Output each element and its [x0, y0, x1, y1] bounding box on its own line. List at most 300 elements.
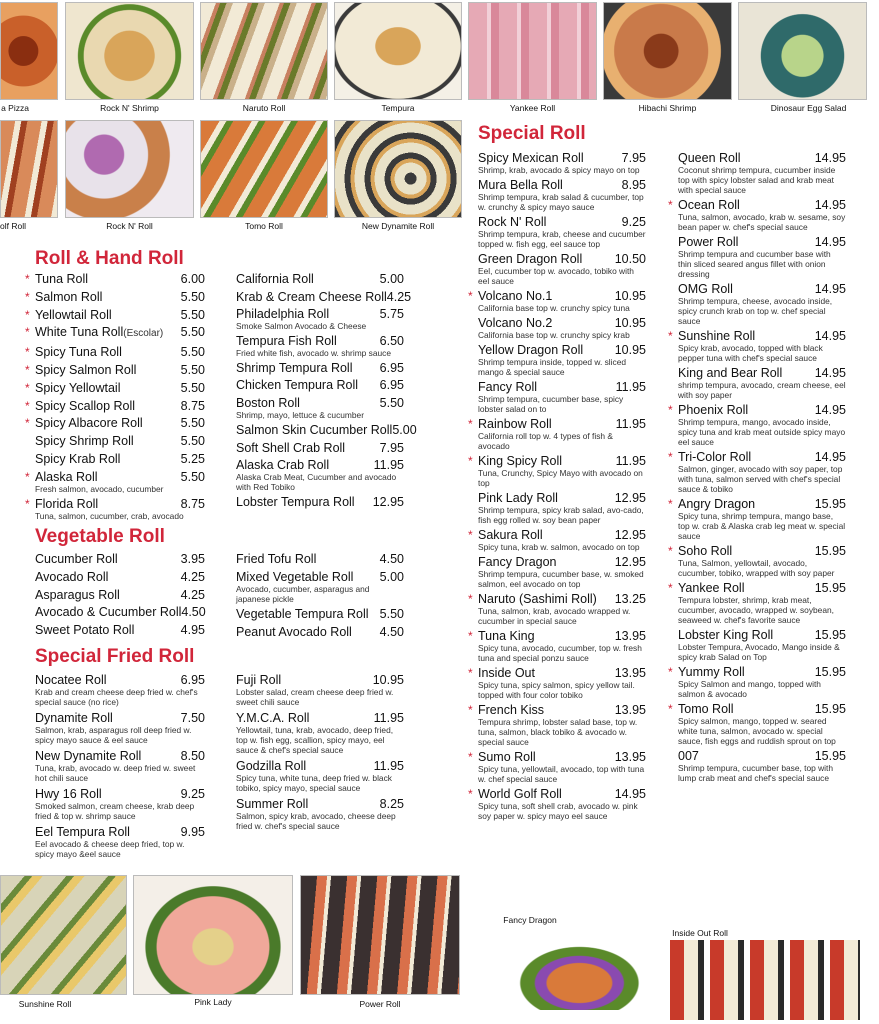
food-photo: [1, 3, 57, 99]
item-name: Lobster King Roll: [678, 628, 774, 642]
item-name: Pink Lady Roll: [478, 491, 558, 505]
menu-item: [468, 786, 646, 821]
menu-item: [236, 377, 404, 393]
item-price: 5.50: [180, 362, 205, 377]
star-icon: *: [468, 629, 473, 643]
star-icon: *: [25, 307, 30, 322]
item-name: Salmon Roll: [35, 289, 103, 304]
menu-item: [236, 494, 404, 510]
item-name: Peanut Avocado Roll: [236, 624, 352, 639]
item-name: Rainbow Roll: [478, 417, 552, 431]
item-price: 12.95: [372, 495, 404, 509]
item-description: Shrimp, mayo, lettuce & cucumber: [236, 409, 365, 420]
item-description: shrimp tempura, avocado, cream cheese, eel with soy paper: [678, 380, 846, 400]
star-icon: *: [25, 362, 30, 377]
menu-item: [35, 433, 205, 449]
item-description: California base top w. crunchy spicy krab: [478, 330, 630, 340]
item-name: King Spicy Roll: [478, 454, 563, 468]
menu-item: [478, 554, 646, 589]
food-photo: [134, 876, 292, 994]
item-description: Coconut shrimp tempura, cucumber inside top with spicy lobster salad and krab meat with special sauce: [678, 165, 836, 195]
item-name: Mixed Vegetable Roll: [236, 570, 354, 584]
item-description: Shrimp tempura, cucumber base, spicy lobster salad on to: [478, 394, 624, 414]
item-description: Shrimp tempura and cucumber base with thin sliced seared angus fillet with onion dressing: [678, 249, 831, 279]
menu-item: [236, 624, 404, 640]
item-description: Shrimp tempura, krab salad & cucumber, top w. crunchy & spicy mayo sauce: [478, 192, 644, 212]
item-description: Tempura shrimp, lobster salad base, top w. tuna, salmon, black tobiko & avocado w. special sauce: [478, 717, 638, 747]
food-photo: [201, 3, 327, 99]
item-name: Ocean Roll: [678, 198, 740, 212]
menu-item: [478, 490, 646, 525]
special-list-right: [668, 150, 846, 783]
item-description: Shrimp, krab, avocado & spicy mayo on top: [478, 165, 640, 175]
item-name: Sweet Potato Roll: [35, 623, 135, 638]
item-price: 9.25: [180, 787, 205, 801]
item-name: Angry Dragon: [678, 497, 756, 511]
menu-item: [678, 748, 846, 783]
item-price: 14.95: [814, 403, 846, 417]
menu-item: [678, 281, 846, 326]
item-name: Shrimp Tempura Roll: [236, 360, 353, 375]
star-icon: *: [25, 380, 30, 395]
item-name: King and Bear Roll: [678, 366, 783, 380]
item-name: Green Dragon Roll: [478, 252, 583, 266]
menu-item: [668, 197, 846, 232]
item-name: Boston Roll: [236, 395, 300, 410]
menu-item: [668, 701, 846, 746]
item-price: 12.95: [614, 491, 646, 505]
item-name: Fried Tofu Roll: [236, 552, 317, 566]
menu-item: [468, 702, 646, 747]
star-icon: *: [468, 528, 473, 542]
caption: Sunshine Roll: [18, 999, 72, 1009]
item-name: Power Roll: [678, 235, 739, 249]
menu-item: [236, 333, 404, 358]
item-note: (Escolar): [123, 328, 164, 340]
special-list-left: [468, 150, 646, 821]
item-price: 6.50: [379, 333, 404, 348]
food-photo: [66, 3, 193, 99]
item-name: Naruto (Sashimi Roll): [478, 592, 597, 606]
item-price: 14.95: [614, 787, 646, 801]
roll-hand-list-left: [25, 271, 205, 522]
item-price: 10.50: [614, 252, 646, 266]
item-name: Tempura Fish Roll: [236, 333, 337, 348]
caption: Rock N' Shrimp: [100, 103, 159, 113]
item-name: 007: [678, 749, 699, 763]
item-price: 4.25: [180, 587, 205, 602]
item-name: Vegetable Tempura Roll: [236, 606, 369, 621]
item-name: Yankee Roll: [678, 581, 745, 595]
photo-inside-out-roll: [670, 940, 860, 1020]
item-name: Sunshine Roll: [678, 329, 756, 343]
item-description: Avocado, cucumber, asparagus and japanese pickle: [236, 584, 370, 604]
item-name: French Kiss: [478, 703, 544, 717]
photo-tempura: [334, 2, 462, 100]
menu-item: [478, 342, 646, 377]
caption: Tomo Roll: [245, 221, 283, 231]
item-name: Yellow Dragon Roll: [478, 343, 584, 357]
menu-item: [468, 628, 646, 663]
item-description: Shrimp tempura, cucumber base, w. smoked salmon, eel avocado on top: [478, 569, 644, 589]
item-name: Spicy Mexican Roll: [478, 151, 584, 165]
item-name: OMG Roll: [678, 282, 733, 296]
photo-naruto-roll: [200, 2, 328, 100]
item-price: 4.25: [386, 289, 412, 304]
menu-item: [468, 749, 646, 784]
item-description: Spicy tuna, krab w. salmon, avocado on top: [478, 542, 640, 552]
item-description: Eel avocado & cheese deep fried, top w. spicy mayo &eel sauce: [35, 839, 185, 859]
item-price: 3.95: [180, 552, 205, 566]
item-price: 15.95: [814, 702, 846, 716]
item-name: Philadelphia Roll: [236, 307, 330, 321]
food-photo: [1, 121, 57, 217]
item-price: 5.00: [379, 570, 404, 584]
item-price: 7.95: [621, 151, 646, 165]
item-name: Alaska Crab Roll: [236, 458, 330, 472]
star-icon: *: [25, 345, 30, 360]
menu-item: [478, 379, 646, 414]
item-name: Cucumber Roll: [35, 552, 118, 566]
item-name: Tomo Roll: [678, 702, 734, 716]
item-price: 10.95: [614, 316, 646, 330]
caption: New Dynamite Roll: [361, 221, 435, 231]
star-icon: *: [25, 272, 30, 286]
item-price: 7.95: [379, 440, 404, 455]
item-description: Eel, cucumber top w. avocado, tobiko with eel sauce: [478, 266, 634, 286]
item-price: 11.95: [373, 458, 404, 472]
menu-item: [236, 710, 404, 755]
menu-item: [236, 551, 404, 567]
item-price: 4.50: [379, 624, 404, 639]
item-price: 14.95: [814, 329, 846, 343]
menu-item: [35, 551, 205, 567]
caption: Fancy Dragon: [503, 915, 557, 925]
menu-item: [35, 672, 205, 707]
item-price: 11.95: [373, 759, 404, 773]
food-photo: [739, 3, 866, 99]
item-price: 13.95: [614, 750, 646, 764]
menu-item: [25, 496, 205, 521]
item-description: Tuna, Crunchy, Spicy Mayo with avocado on top: [478, 468, 643, 488]
item-description: Tuna, Salmon, yellowtail, avocado, cucumber, tobiko, wrapped with soy paper: [678, 558, 835, 578]
star-icon: *: [25, 289, 30, 304]
item-description: Salmon, spicy krab, avocado, cheese deep fried w. chef's special sauce: [236, 811, 396, 831]
item-price: 14.95: [814, 151, 846, 165]
item-price: 11.95: [615, 380, 646, 394]
menu-item: [35, 587, 205, 603]
item-description: Yellowtail, tuna, krab, avocado, deep fried, top w. fish egg, scallion, spicy mayo, eel sauce & chef's special sauce: [236, 725, 394, 755]
photo-rock-n-roll: [65, 120, 194, 218]
menu-item: [668, 496, 846, 541]
item-price: 5.50: [180, 416, 205, 431]
star-icon: *: [468, 592, 473, 606]
food-photo: [670, 940, 860, 1020]
item-name: Yellowtail Roll: [35, 307, 112, 322]
item-price: 5.50: [180, 380, 205, 395]
item-price: 4.50: [379, 552, 404, 566]
item-description: Smoked salmon, cream cheese, krab deep fried & top w. shrimp sauce: [35, 801, 195, 821]
caption: Power Roll: [359, 999, 401, 1009]
caption: Pink Lady: [194, 997, 232, 1007]
menu-item: [668, 580, 846, 625]
item-price: 13.95: [614, 629, 646, 643]
star-icon: *: [468, 289, 473, 303]
menu-item: [25, 380, 205, 396]
menu-item: [468, 665, 646, 700]
menu-item: [678, 365, 846, 400]
item-price: 5.50: [180, 325, 205, 340]
caption: Tempura: [381, 103, 415, 113]
item-name: Mura Bella Roll: [478, 178, 563, 192]
menu-item: [25, 469, 205, 494]
item-price: 10.95: [614, 343, 646, 357]
item-name: Spicy Albacore Roll: [35, 416, 143, 431]
item-name: Lobster Tempura Roll: [236, 495, 355, 509]
photo-golf-roll: [0, 120, 58, 218]
caption: Inside Out Roll: [672, 928, 728, 938]
section-title-special: Special Roll: [478, 123, 586, 144]
item-price: 6.95: [379, 378, 404, 392]
menu-item: [236, 440, 404, 456]
menu-item: [668, 328, 846, 363]
menu-item: [678, 627, 846, 662]
item-description: Spicy tuna, spicy salmon, spicy yellow tail. topped with four color tobiko: [478, 680, 635, 700]
item-description: Spicy tuna, yellowtail, avocado, top with tuna w. chef special sauce: [478, 764, 645, 784]
star-icon: *: [25, 325, 30, 340]
item-description: Spicy krab, avocado, topped with black pepper tuna with chef's special sauce: [678, 343, 823, 363]
item-price: 5.50: [379, 395, 404, 410]
item-name: Asparagus Roll: [35, 587, 120, 602]
menu-item: [478, 315, 646, 340]
photo-dinosaur-egg-salad: [738, 2, 867, 100]
star-icon: *: [25, 469, 30, 484]
menu-item: [668, 449, 846, 494]
menu-item: [25, 324, 205, 342]
special-fried-list-right: [236, 672, 404, 831]
vegetable-list-right: [236, 551, 404, 641]
item-name: Avocado & Cucumber Roll: [35, 605, 182, 620]
caption: Dinosaur Egg Salad: [770, 103, 847, 113]
food-photo: [301, 876, 459, 994]
item-description: Spicy tuna, soft shell crab, avocado w. pink soy paper w. spicy mayo eel sauce: [478, 801, 638, 821]
item-price: 10.95: [614, 289, 646, 303]
photo-hibachi-shrimp: [603, 2, 732, 100]
item-description: Fresh salmon, avocado, cucumber: [35, 483, 164, 494]
photo-new-dynamite-roll: [334, 120, 462, 218]
item-price: 9.25: [621, 215, 646, 229]
item-name: Spicy Shrimp Roll: [35, 434, 134, 449]
item-name: White Tuna Roll: [35, 325, 124, 340]
item-description: Shrimp tempura, cheese, avocado inside, spicy crunch krab on top w. chef special sauce: [678, 296, 833, 326]
menu-item: [25, 362, 205, 378]
item-name: New Dynamite Roll: [35, 749, 142, 763]
star-icon: *: [468, 750, 473, 764]
item-name: Eel Tempura Roll: [35, 825, 130, 839]
item-name: Alaska Roll: [35, 469, 98, 484]
item-price: 7.50: [180, 711, 205, 725]
photo-pizza: [0, 2, 58, 100]
item-price: 5.50: [379, 606, 404, 621]
menu-item: [236, 569, 404, 604]
item-price: 5.50: [180, 345, 205, 360]
menu-item: [236, 758, 404, 793]
item-price: 8.25: [379, 797, 404, 811]
caption: Hibachi Shrimp: [638, 103, 697, 113]
menu-item: [468, 288, 646, 313]
item-name: Fancy Dragon: [478, 555, 557, 569]
item-price: 15.95: [814, 628, 846, 642]
photo-fancy-dragon: [476, 920, 664, 1010]
menu-item: [25, 271, 205, 287]
item-price: 5.50: [180, 307, 205, 322]
food-photo: [335, 3, 461, 99]
menu-item: [236, 360, 404, 376]
menu-item: [478, 177, 646, 212]
item-price: 11.95: [615, 454, 646, 468]
item-description: Tuna, salmon, cucumber, crab, avocado: [35, 510, 184, 521]
item-price: 8.50: [180, 749, 205, 763]
item-name: Volcano No.2: [478, 316, 553, 330]
menu-item: [25, 289, 205, 305]
menu-item: [668, 543, 846, 578]
star-icon: *: [668, 329, 673, 343]
photo-rock-n-shrimp: [65, 2, 194, 100]
item-name: Summer Roll: [236, 797, 309, 811]
item-name: Tuna Roll: [35, 272, 89, 286]
item-price: 8.95: [621, 178, 646, 192]
item-name: World Golf Roll: [478, 787, 562, 801]
photo-power-roll: [300, 875, 460, 995]
item-description: Krab and cream cheese deep fried w. chef's special sauce (no rice): [35, 687, 198, 707]
caption: Rock N' Roll: [106, 221, 153, 231]
item-name: Dynamite Roll: [35, 711, 113, 725]
item-price: 5.75: [379, 307, 404, 321]
item-description: Smoke Salmon Avocado & Cheese: [236, 321, 367, 331]
star-icon: *: [25, 416, 30, 431]
item-description: Salmon, krab, asparagus roll deep fried w. spicy mayo sauce & eel sauce: [35, 725, 192, 745]
item-price: 9.95: [180, 825, 205, 839]
food-photo: [476, 920, 664, 1010]
item-name: Salmon Skin Cucumber Roll: [236, 422, 393, 437]
item-name: Chicken Tempura Roll: [236, 378, 359, 392]
food-photo: [335, 121, 461, 217]
item-description: California roll top w. 4 types of fish & avocado: [478, 431, 613, 451]
item-name: Yummy Roll: [678, 665, 745, 679]
item-description: Tuna, krab, avocado w. deep fried w. sweet hot chili sauce: [35, 763, 196, 783]
item-price: 11.95: [373, 711, 404, 725]
menu-item: [236, 289, 412, 305]
photo-yankee-roll: [468, 2, 597, 100]
item-name: Spicy Salmon Roll: [35, 362, 137, 377]
item-name: Spicy Yellowtail: [35, 380, 121, 395]
item-name: Krab & Cream Cheese Roll: [236, 289, 387, 304]
item-price: 5.50: [180, 289, 205, 304]
item-price: 5.00: [392, 422, 417, 437]
photo-tomo-roll: [200, 120, 328, 218]
item-description: Shrimp tempura, krab, cheese and cucumber topped w. fish egg, eel sauce top: [478, 229, 646, 249]
item-price: 4.50: [181, 605, 206, 620]
item-name: California Roll: [236, 272, 314, 286]
item-description: Spicy Salmon and mango, topped with salmon & avocado: [678, 679, 821, 699]
item-name: Queen Roll: [678, 151, 741, 165]
menu-item: [478, 150, 646, 175]
item-price: 13.25: [614, 592, 646, 606]
menu-item: [468, 453, 646, 488]
menu-item: [25, 398, 205, 414]
item-name: Fuji Roll: [236, 673, 282, 687]
star-icon: *: [468, 666, 473, 680]
item-name: Godzilla Roll: [236, 759, 307, 773]
menu-item: [25, 344, 205, 360]
item-price: 5.25: [180, 451, 205, 466]
section-title-special-fried: Special Fried Roll: [35, 646, 195, 667]
menu-item: [35, 622, 205, 638]
star-icon: *: [468, 417, 473, 431]
item-price: 6.95: [379, 360, 404, 375]
item-price: 12.95: [614, 528, 646, 542]
food-photo: [469, 3, 596, 99]
star-icon: *: [668, 544, 673, 558]
item-price: 14.95: [814, 450, 846, 464]
item-name: Sakura Roll: [478, 528, 543, 542]
menu-item: [468, 416, 646, 451]
item-price: 5.50: [180, 434, 205, 449]
caption: Yankee Roll: [509, 103, 556, 113]
item-description: Shrimp tempura, spicy krab salad, avo-cado, fish egg rolled w. soy bean paper: [478, 505, 644, 525]
menu-item: [678, 150, 846, 195]
menu-item: [25, 415, 205, 431]
item-name: Phoenix Roll: [678, 403, 749, 417]
item-name: Sumo Roll: [478, 750, 536, 764]
menu-item: [668, 664, 846, 699]
item-description: Tuna, salmon, krab, avocado wrapped w. cucumber in special sauce: [478, 606, 631, 626]
item-name: Inside Out: [478, 666, 535, 680]
item-name: Avocado Roll: [35, 569, 109, 584]
item-price: 14.95: [814, 366, 846, 380]
menu-item: [25, 307, 205, 323]
menu-item: [236, 672, 404, 707]
item-name: Florida Roll: [35, 496, 99, 511]
menu-item: [35, 748, 205, 783]
food-photo: [66, 121, 193, 217]
item-price: 14.95: [814, 235, 846, 249]
item-description: Spicy tuna, shrimp tempura, mango base, top w. crab & Alaska crab leg meat w. special sauce: [678, 511, 846, 541]
item-price: 5.00: [379, 272, 404, 286]
item-price: 13.95: [614, 703, 646, 717]
item-price: 10.95: [372, 673, 404, 687]
menu-item: [668, 402, 846, 447]
food-photo: [201, 121, 327, 217]
item-name: Fancy Roll: [478, 380, 538, 394]
item-price: 6.00: [180, 272, 205, 286]
photo-sunshine-roll: [0, 875, 127, 995]
menu-item: [236, 796, 404, 831]
item-price: 12.95: [614, 555, 646, 569]
menu-item: [236, 422, 417, 438]
item-description: Shrimp tempura, mango, avocado inside, spicy tuna and krab meat outside spicy mayo eel sauce: [678, 417, 846, 447]
menu-item: [35, 786, 205, 821]
food-photo: [1, 876, 126, 994]
food-photo: [604, 3, 731, 99]
section-title-vegetable: Vegetable Roll: [35, 526, 165, 547]
menu-item: [236, 271, 404, 287]
item-price: 13.95: [614, 666, 646, 680]
menu-item: [468, 591, 646, 626]
item-name: Spicy Krab Roll: [35, 451, 121, 466]
item-name: Tuna King: [478, 629, 535, 643]
item-name: Tri-Color Roll: [678, 450, 752, 464]
